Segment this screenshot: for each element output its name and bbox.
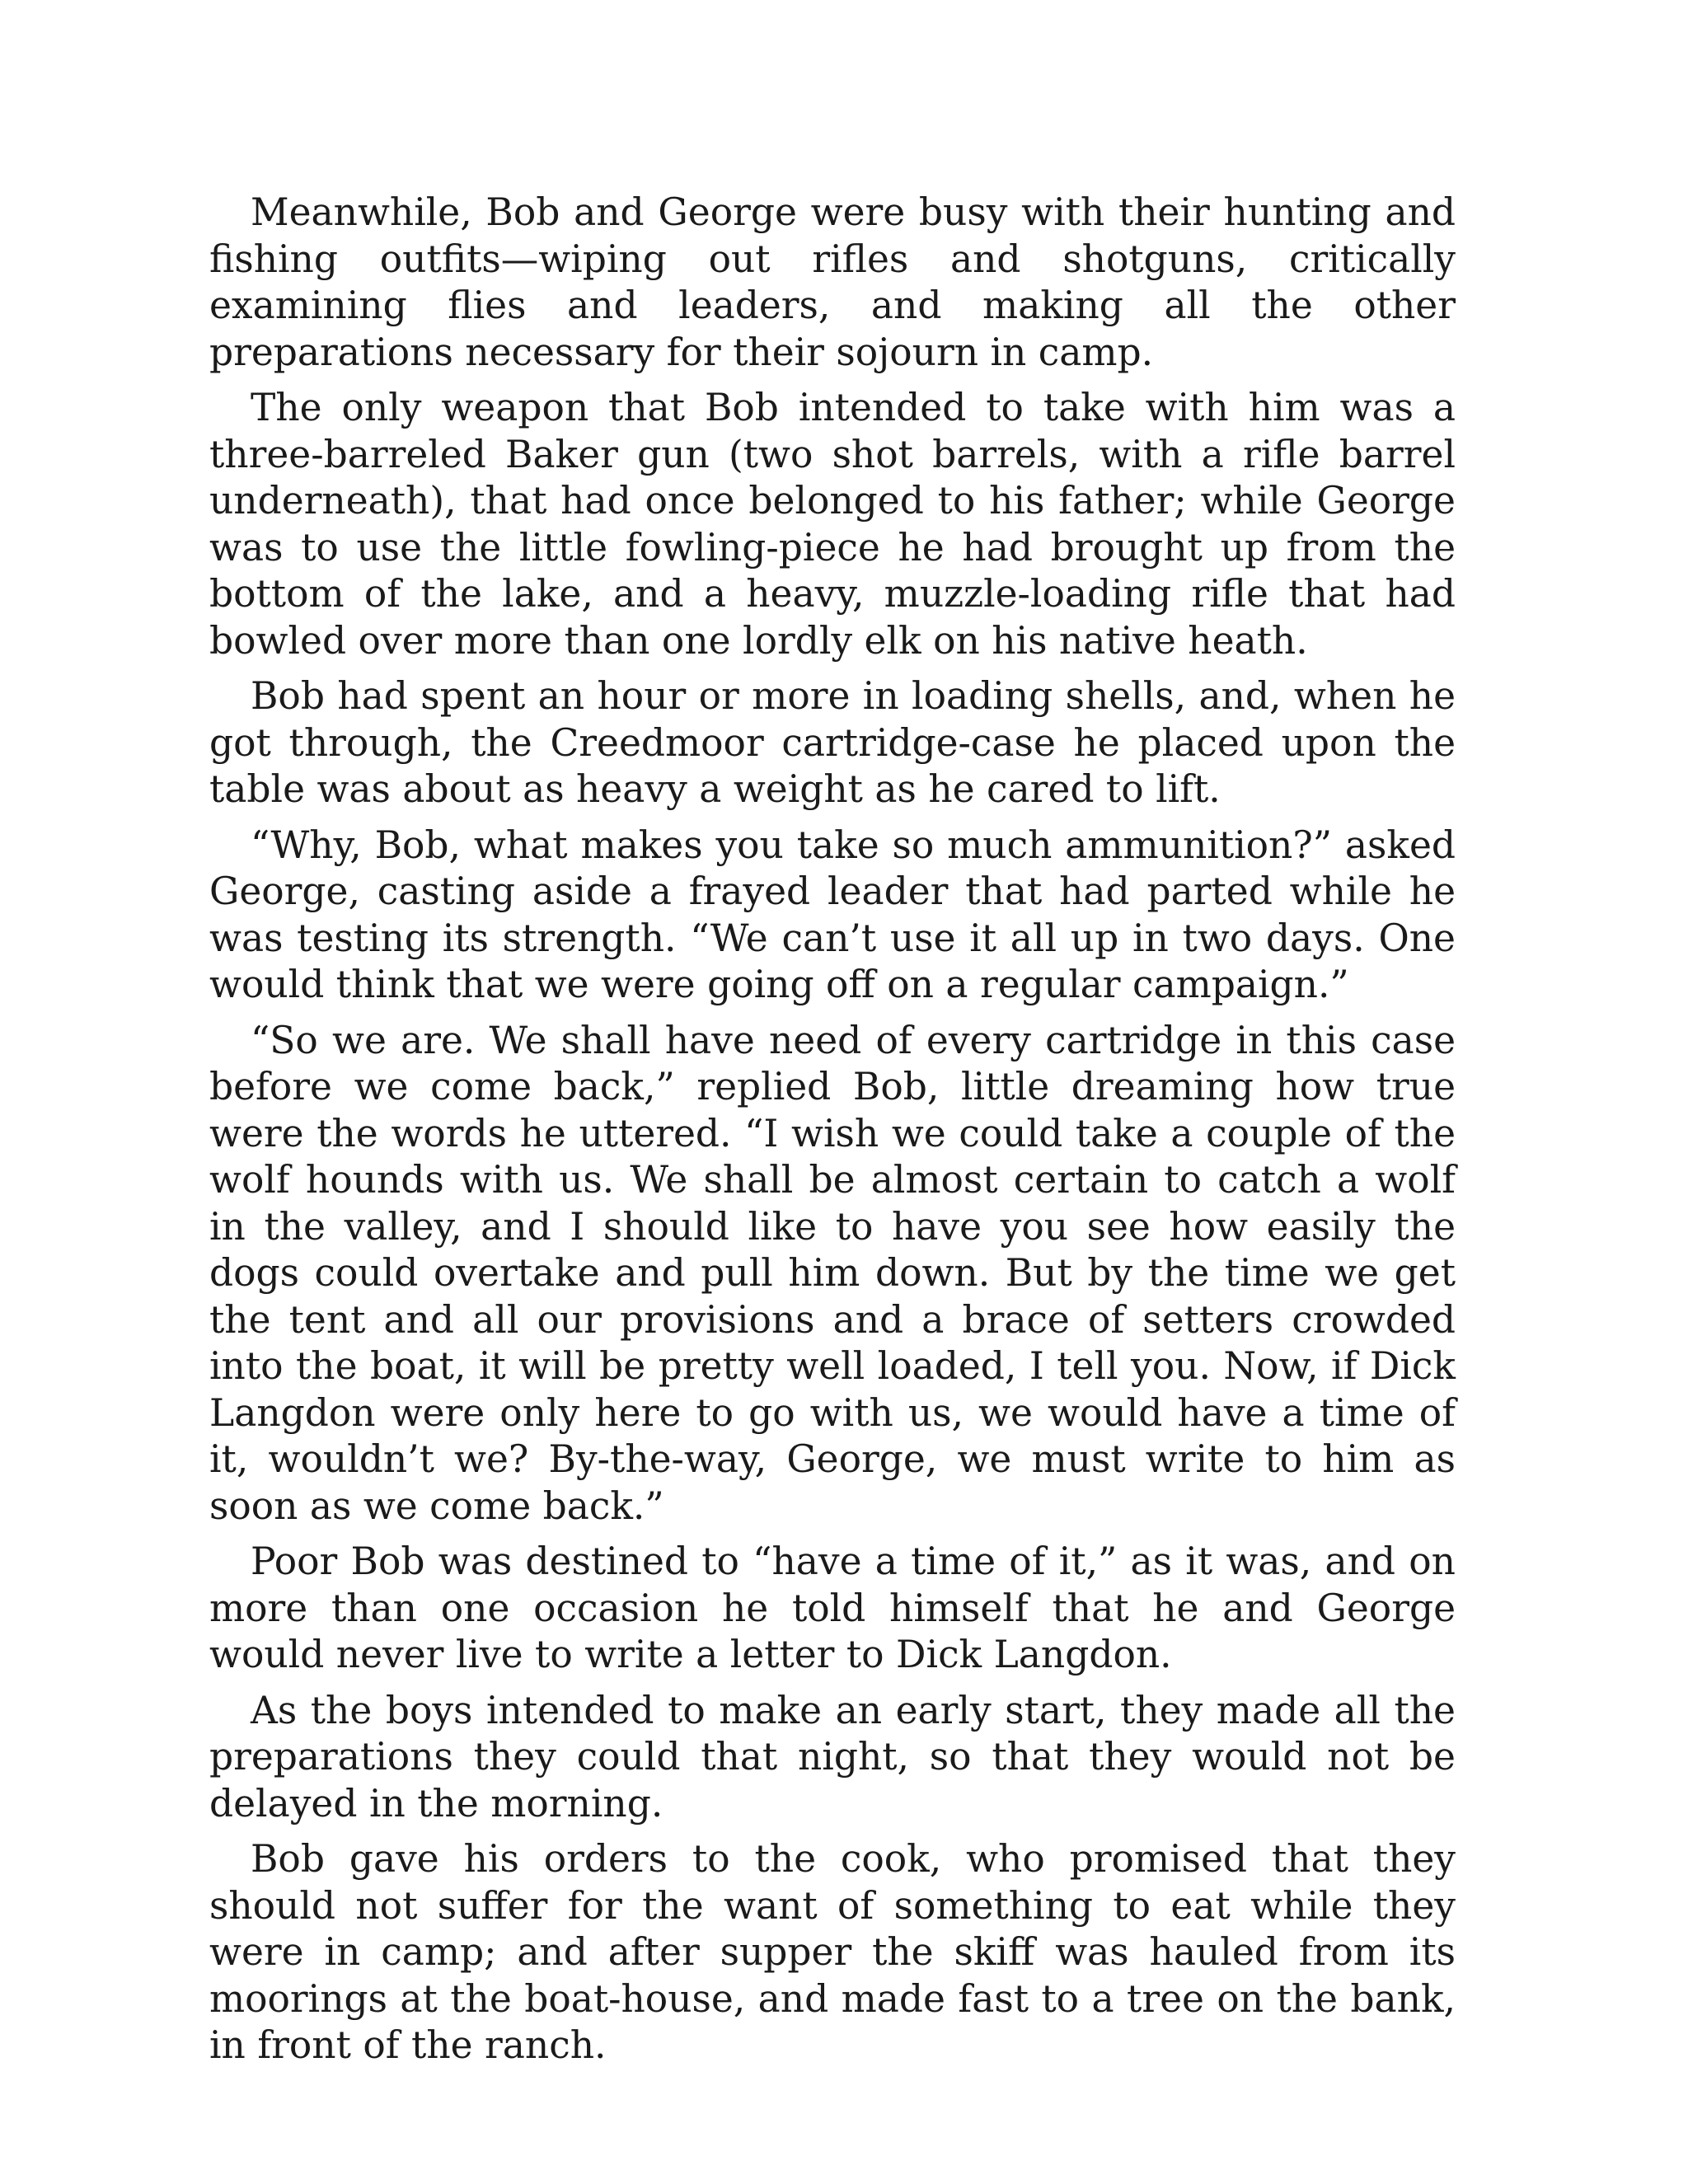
- paragraph-6: Poor Bob was destined to “have a time of it,” as it was, and on more than one occasion he told himself that he and George would never live to write a letter to Dick Langdon.: [209, 1540, 1456, 1676]
- paragraph-1: Meanwhile, Bob and George were busy with their hunting and fishing outfits—wiping out rifles and shotguns, critically examining flies and leaders, and making all the other preparations necessary for their sojourn in camp.: [209, 190, 1456, 374]
- page-body: [209, 190, 1456, 2079]
- paragraph-5: “So we are. We shall have need of every cartridge in this case before we come back,” replied Bob, little dreaming how true were the words he uttered. “I wish we could take a couple of the wolf hounds with us. We shall be almost certain to catch a wolf in the valley, and I should like to have you see how easily the dogs could overtake and pull him down. But by the time we get the tent and all our provisions and a brace of setters crowded into the boat, it will be pretty well loaded, I tell you. Now, if Dick Langdon were only here to go with us, we would have a time of it, wouldn’t we? By-the-way, George, we must write to him as soon as we come back.”: [209, 1018, 1456, 1528]
- paragraph-2: The only weapon that Bob intended to take with him was a three-barreled Baker gun (two shot barrels, with a rifle barrel underneath), that had once belonged to his father; while George was to use the little fowling-piece he had brought up from the bottom of the lake, and a heavy, muzzle-loading rifle that had bowled over more than one lordly elk on his native heath.: [209, 386, 1456, 663]
- paragraph-7: As the boys intended to make an early start, they made all the preparations they could that night, so that they would not be delayed in the morning.: [209, 1688, 1456, 1825]
- paragraph-8: Bob gave his orders to the cook, who promised that they should not suffer for the want of something to eat while they were in camp; and after supper the skiff was hauled from its moorings at the boat-house, and made fast to a tree on the bank, in front of the ranch.: [209, 1837, 1456, 2067]
- paragraph-4: “Why, Bob, what makes you take so much ammunition?” asked George, casting aside a frayed leader that had parted while he was testing its strength. “We can’t use it all up in two days. One would think that we were going off on a regular campaign.”: [209, 823, 1456, 1006]
- paragraph-3: Bob had spent an hour or more in loading shells, and, when he got through, the Creedmoor cartridge-case he placed upon the table was about as heavy a weight as he cared to lift.: [209, 674, 1456, 811]
